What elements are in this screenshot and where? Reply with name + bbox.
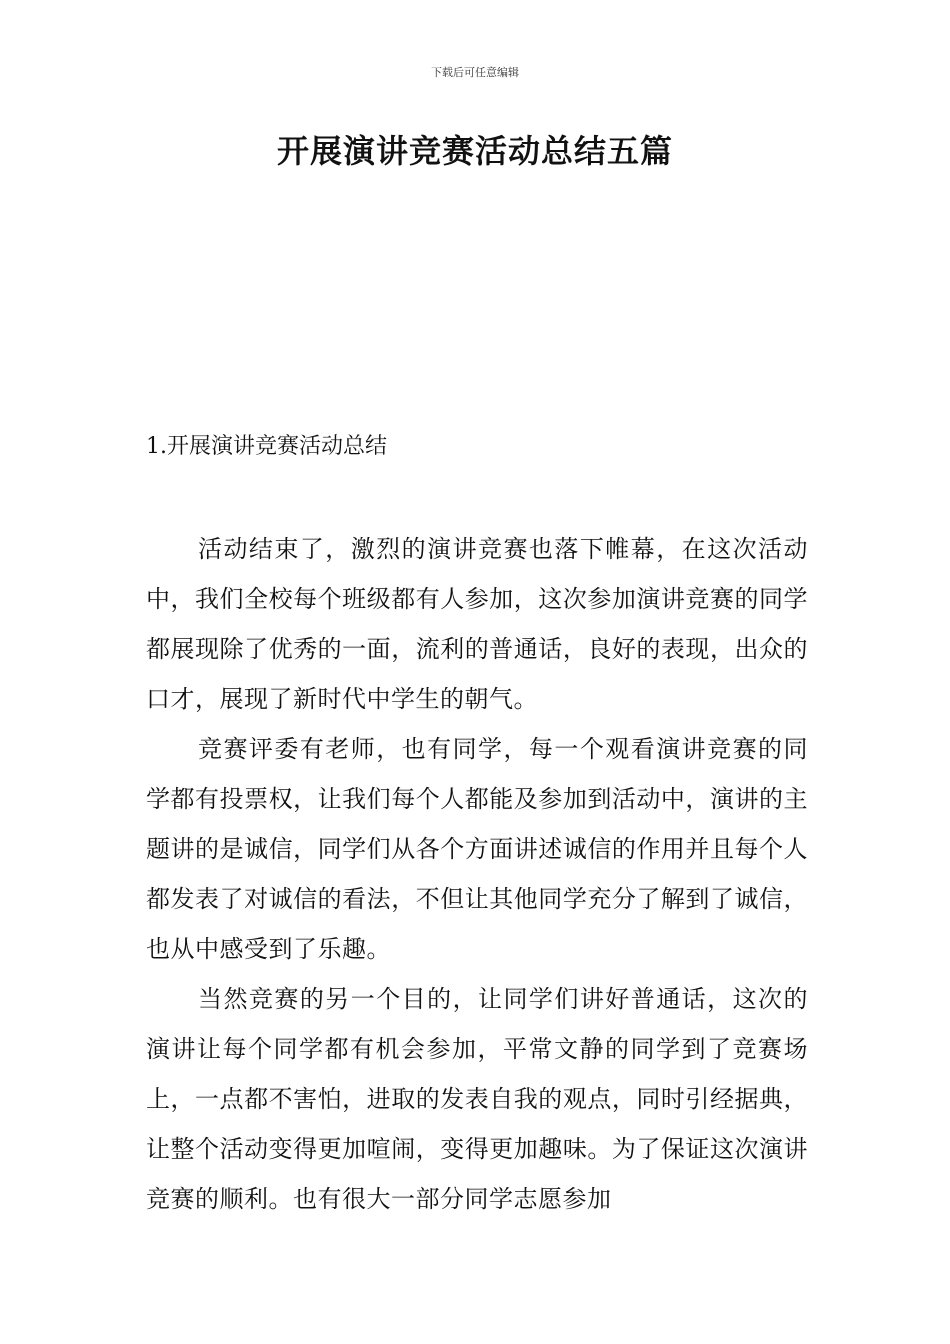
- document-title: 开展演讲竞赛活动总结五篇: [276, 132, 673, 170]
- section-heading: 1.开展演讲竞赛活动总结: [146, 434, 387, 459]
- paragraph: 当然竞赛的另一个目的，让同学们讲好普通话，这次的演讲让每个同学都有机会参加，平常文静的同学到了竞赛场上，一点都不害怕，进取的发表自我的观点，同时引经据典，让整个活动变得更加喧闹，变得更加趣味。为了保证这次演讲竞赛的顺利。也有很大一部分同学志愿参加: [146, 985, 808, 1213]
- header-note: 下载后可任意编辑: [431, 66, 519, 79]
- body-text: [146, 524, 808, 1224]
- paragraph: 竞赛评委有老师，也有同学，每一个观看演讲竞赛的同学都有投票权，让我们每个人都能及参加到活动中，演讲的主题讲的是诚信，同学们从各个方面讲述诚信的作用并且每个人都发表了对诚信的看法，不但让其他同学充分了解到了诚信，也从中感受到了乐趣。: [146, 735, 808, 963]
- paragraph: 活动结束了，激烈的演讲竞赛也落下帷幕，在这次活动中，我们全校每个班级都有人参加，这次参加演讲竞赛的同学都展现除了优秀的一面，流利的普通话，良好的表现，出众的口才，展现了新时代中学生的朝气。: [146, 535, 808, 713]
